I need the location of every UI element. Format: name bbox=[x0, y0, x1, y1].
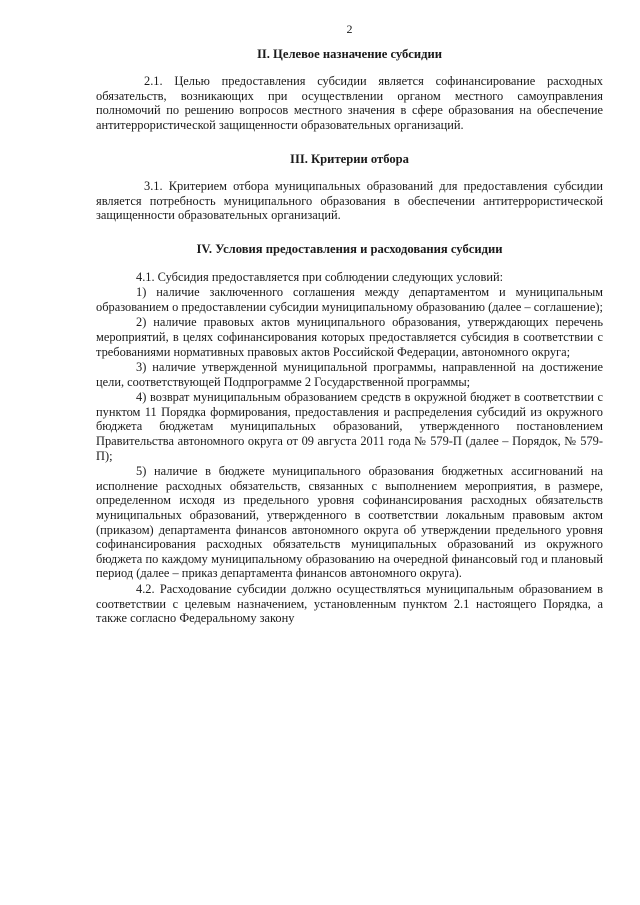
section-selection-criteria bbox=[96, 152, 603, 223]
paragraph: 4) возврат муниципальным образованием средств в окружной бюджет в соответствии с пунктом 11 Порядка формирования, предоставления и распределения субсидий из окружного бюджета бюджетам муниципальных образований, утвержденного постановлением Правительства автономного округа от 09 августа 2011 года № 579-П (далее – Порядок, № 579-П); bbox=[96, 390, 603, 463]
paragraph: 2.1. Целью предоставления субсидии является софинансирование расходных обязательств, возникающих при осуществлении органом местного самоуправления полномочий по решению вопросов местного значения в сфере образования на обеспечение антитеррористической защищенности образовательных организаций. bbox=[96, 74, 603, 132]
paragraph: 4.1. Субсидия предоставляется при соблюдении следующих условий: bbox=[136, 269, 504, 284]
paragraph: 4.2. Расходование субсидии должно осуществляться муниципальным образованием в соответствии с целевым назначением, установленным пунктом 2.1 настоящего Порядка, а также согласно Федеральному закону bbox=[96, 582, 603, 626]
document-page bbox=[96, 22, 603, 626]
section-heading: IV. Условия предоставления и расходования субсидии bbox=[196, 241, 503, 256]
paragraph: 5) наличие в бюджете муниципального образования бюджетных ассигнований на исполнение расходных обязательств, связанных с выполнением мероприятия, в размере, определенном исходя из предельного уровня софинансирования расходных обязательств муниципальных образований, утвержденного в соответствии локальным правовым актом (приказом) департамента финансов автономного округа об утверждении предельного уровня софинансирования расходных обязательств муниципальных образований из окружного бюджета по каждому муниципальному образованию на очередной финансовый год и плановый период (далее – приказ департамента финансов автономного округа). bbox=[96, 464, 603, 581]
paragraph: 2) наличие правовых актов муниципального образования, утверждающих перечень мероприятий, в целях софинансирования которых предоставляется субсидия в соответствии с требованиями нормативных правовых актов Российской Федерации, автономного округа; bbox=[96, 315, 603, 359]
section-heading: III. Критерии отбора bbox=[290, 151, 409, 166]
section-heading: II. Целевое назначение субсидии bbox=[256, 46, 443, 61]
paragraph: 1) наличие заключенного соглашения между департаментом и муниципальным образованием о предоставлении субсидии муниципальному образованию (далее – соглашение); bbox=[96, 285, 603, 314]
paragraph: 3) наличие утвержденной муниципальной программы, направленной на достижение цели, соответствующей Подпрограмме 2 Государственной программы; bbox=[96, 360, 603, 389]
page-number: 2 bbox=[346, 22, 353, 36]
section-target-purpose bbox=[96, 47, 603, 133]
section-conditions bbox=[96, 242, 603, 626]
paragraph: 3.1. Критерием отбора муниципальных образований для предоставления субсидии является потребность муниципального образования в обеспечении антитеррористической защищенности образовательных организаций. bbox=[96, 179, 603, 223]
